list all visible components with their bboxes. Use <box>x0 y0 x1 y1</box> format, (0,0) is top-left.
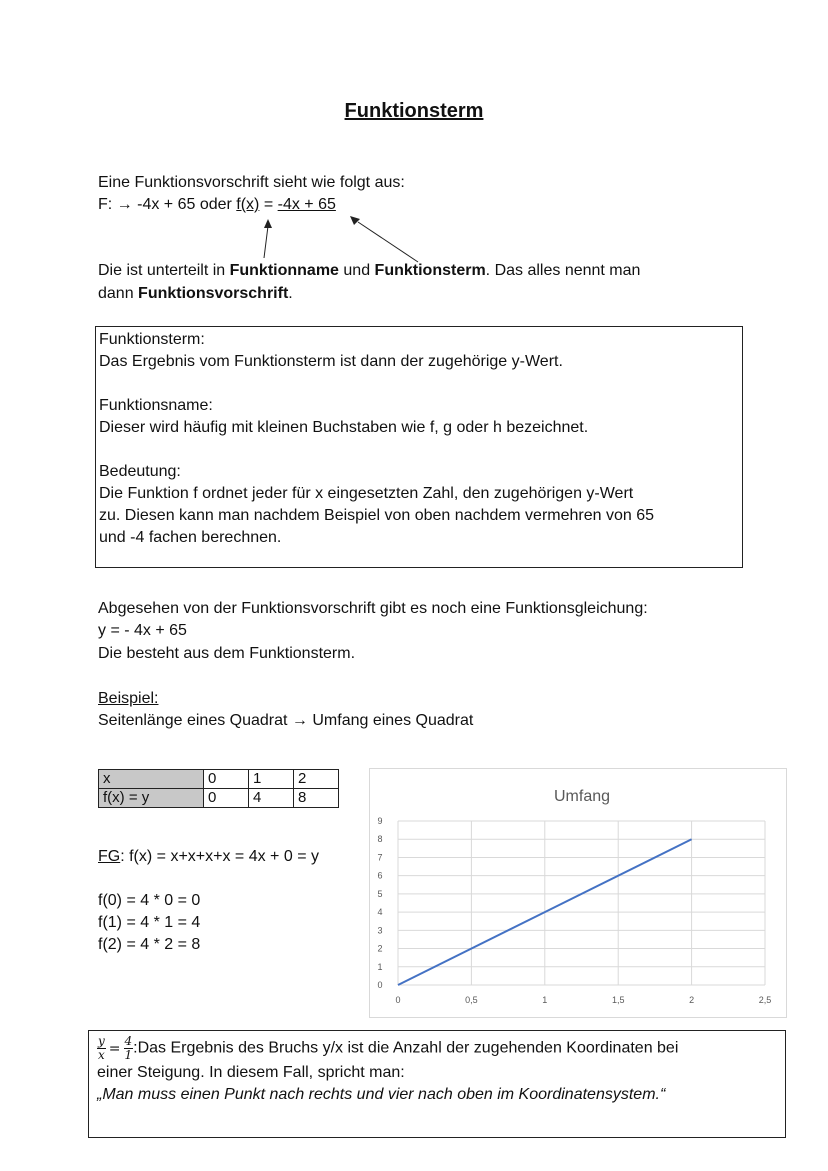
y-tick-label: 8 <box>377 834 383 845</box>
table-cell: 2 <box>294 770 339 789</box>
equals-sign: = <box>108 1040 121 1057</box>
fraction-y-over-x <box>97 1035 106 1062</box>
slope-box <box>88 1030 786 1138</box>
function-rule-prefix: F: → -4x + 65 oder <box>98 196 237 213</box>
explanation-text: und <box>338 262 375 279</box>
funktionsname-text: Dieser wird häufig mit kleinen Buchstaben wie f, g oder h bezeichnet. <box>99 419 589 436</box>
x-tick-label: 2 <box>689 995 695 1005</box>
function-term-text: -4x + 65 <box>277 196 336 213</box>
intro-line: Eine Funktionsvorschrift sieht wie folgt aus: <box>98 174 405 191</box>
definitions-box <box>95 326 743 568</box>
fg-line <box>98 846 319 868</box>
slope-quote: „Man muss einen Punkt nach rechts und vier nach oben im Koordinatensystem.“ <box>97 1086 666 1103</box>
gleichung-intro: Abgesehen von der Funktionsvorschrift gibt es noch eine Funktionsgleichung: <box>98 600 648 617</box>
beispiel-text: Seitenlänge eines Quadrat → Umfang eines Quadrat <box>98 712 474 729</box>
table-cell: 4 <box>249 789 294 808</box>
value-table <box>98 769 339 808</box>
calculation-line: f(1) = 4 * 1 = 4 <box>98 914 201 931</box>
explanation-text: dann <box>98 285 139 302</box>
table-cell: 1 <box>249 770 294 789</box>
y-tick-label: 2 <box>377 943 383 954</box>
page-title: Funktionsterm <box>344 100 484 122</box>
x-tick-label: 2,5 <box>758 995 772 1005</box>
calculation-line: f(2) = 4 * 2 = 8 <box>98 936 201 953</box>
funktionsname-heading: Funktionsname: <box>99 397 213 414</box>
annotation-arrows <box>0 0 828 300</box>
calculation-line: f(0) = 4 * 0 = 0 <box>98 892 201 909</box>
bedeutung-text-3: und -4 fachen berechnen. <box>99 529 282 546</box>
y-tick-label: 6 <box>377 870 383 881</box>
explanation-line-2 <box>98 283 293 305</box>
y-tick-label: 5 <box>377 888 383 899</box>
x-tick-label: 0 <box>395 995 401 1005</box>
fraction-denominator: x <box>98 1048 105 1062</box>
bedeutung-text-2: zu. Diesen kann man nachdem Beispiel von oben nachdem vermehren von 65 <box>99 507 654 524</box>
explanation-term-funktionsvorschrift: Funktionsvorschrift <box>138 285 289 302</box>
bedeutung-text-1: Die Funktion f ordnet jeder für x eingesetzten Zahl, den zugehörigen y-Wert <box>99 485 634 502</box>
table-cell: 8 <box>294 789 339 808</box>
y-tick-label: 0 <box>377 980 383 990</box>
explanation-line-1 <box>98 260 640 282</box>
explanation-text: . Das alles nennt man <box>485 262 641 279</box>
funktionsterm-text: Das Ergebnis vom Funktionsterm ist dann der zugehörige y-Wert. <box>99 353 563 370</box>
y-tick-label: 1 <box>377 961 383 972</box>
fraction-denominator: 1 <box>124 1048 133 1062</box>
explanation-text: . <box>288 285 293 302</box>
gleichung-note: Die besteht aus dem Funktionsterm. <box>98 645 356 662</box>
arrow-to-function-term <box>358 222 418 262</box>
funktionsterm-heading: Funktionsterm: <box>99 331 205 348</box>
explanation-term-funktionname: Funktionname <box>229 262 339 279</box>
y-tick-label: 4 <box>377 907 383 918</box>
x-tick-label: 0,5 <box>465 995 478 1005</box>
fg-text: : f(x) = x+x+x+x = 4x + 0 = y <box>120 848 319 865</box>
explanation-text: Die ist unterteilt in <box>98 262 230 279</box>
arrow-head-icon <box>264 219 272 228</box>
y-tick-label: 9 <box>377 816 383 826</box>
fraction-4-over-1 <box>124 1035 134 1062</box>
function-name-text: f(x) <box>236 196 260 213</box>
chart-svg <box>370 769 786 1017</box>
x-tick-label: 1 <box>542 995 548 1005</box>
fraction-numerator: y <box>98 1034 105 1048</box>
explanation-term-funktionsterm: Funktionsterm <box>374 262 486 279</box>
table-cell: 0 <box>204 770 249 789</box>
table-cell: 0 <box>204 789 249 808</box>
function-rule-equals: = <box>259 196 278 213</box>
arrow-head-icon <box>350 216 360 225</box>
table-row <box>99 789 339 808</box>
umfang-chart <box>369 768 787 1018</box>
chart-title: Umfang <box>553 788 611 805</box>
y-tick-label: 3 <box>377 925 383 936</box>
slope-line-2: einer Steigung. In diesem Fall, spricht man: <box>97 1064 405 1081</box>
bedeutung-heading: Bedeutung: <box>99 463 181 480</box>
fg-label: FG <box>98 848 121 865</box>
arrow-to-function-name <box>264 226 268 258</box>
slope-line-1 <box>97 1035 785 1062</box>
table-row <box>99 770 339 789</box>
y-tick-label: 7 <box>377 852 383 863</box>
x-tick-label: 1,5 <box>611 995 625 1005</box>
table-cell: f(x) = y <box>99 789 204 808</box>
table-cell: x <box>99 770 204 789</box>
slope-text: :Das Ergebnis des Bruchs y/x ist die Anzahl der zugehenden Koordinaten bei <box>133 1039 679 1057</box>
beispiel-heading: Beispiel: <box>98 690 159 707</box>
gleichung-equation: y = - 4x + 65 <box>98 622 187 639</box>
fraction-numerator: 4 <box>124 1034 133 1048</box>
